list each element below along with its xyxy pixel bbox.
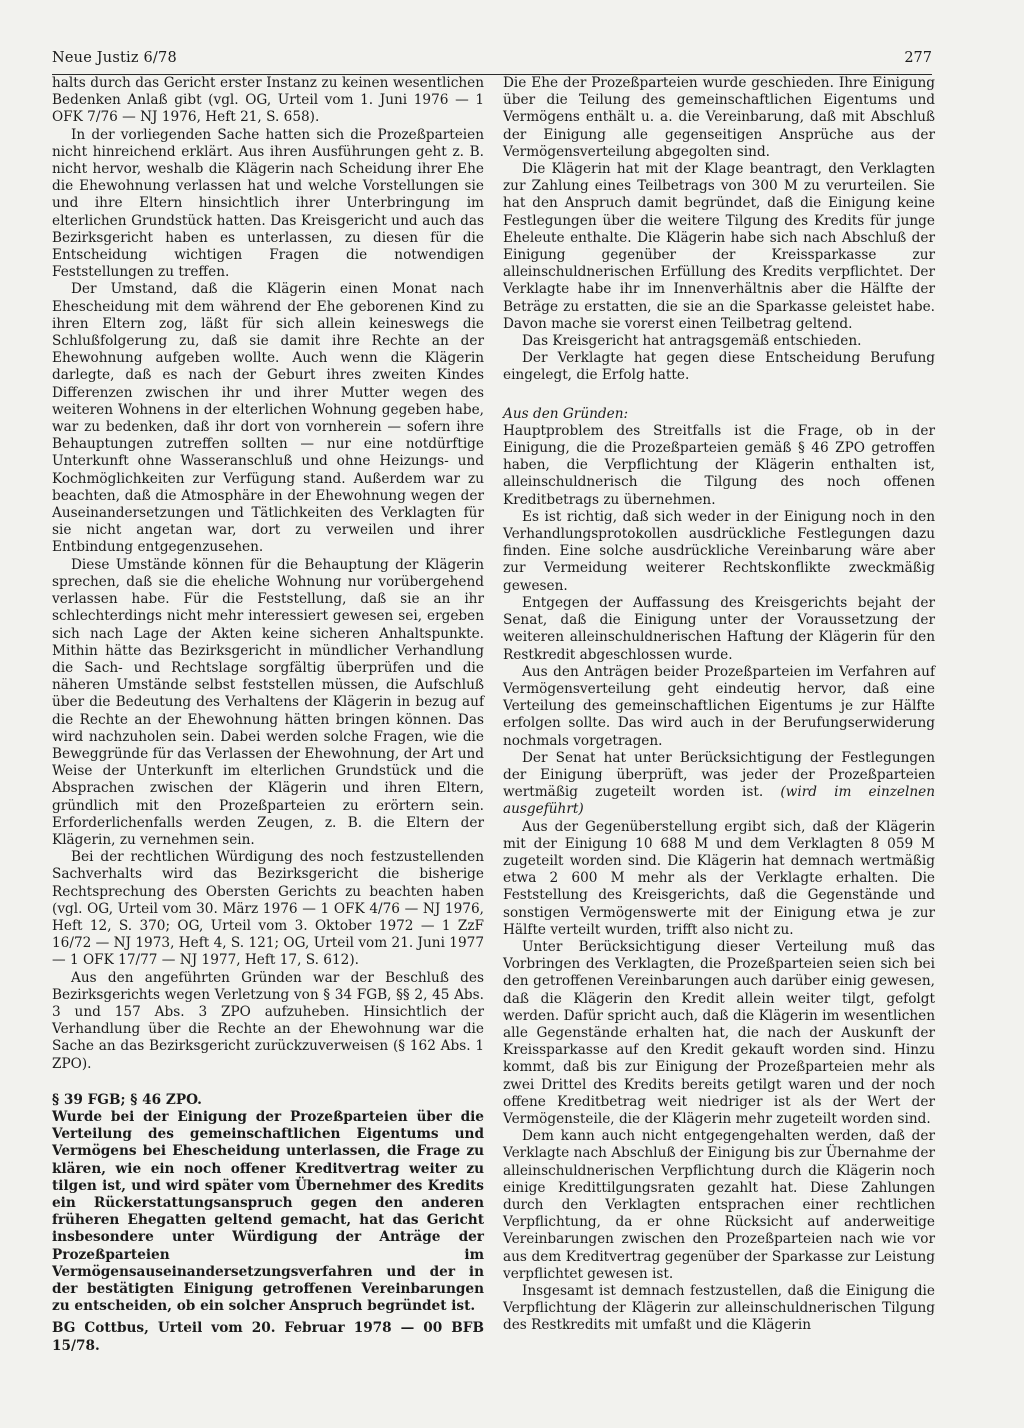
editorial-note: (wird im einzelnen ausgeführt) [503,784,936,818]
paragraph: Der Umstand, daß die Klägerin einen Monat nach Ehescheidung mit dem während der Ehe geborenen Kind zu ihren Eltern zog, läßt für sich allein keineswegs die Schlußfolgerung zu, daß sie damit ihre Rechte an der Ehewohnung aufgeben wollte. Auch wenn die Klägerin darlegte, daß es nach der Geburt ihres zweiten Kindes Differenzen zwischen ihr und ihrer Mutter wegen des weiteren Wohnens in der elterlichen Wohnung gegeben habe, war zu bedenken, daß ihr dort von vornherein — sofern ihre Behauptungen zutreffen sollten — nur eine notdürftige Unterkunft ohne Wasseranschluß und ohne Heizungs- und Kochmöglichkeiten zur Verfügung stand. Außerdem war zu beachten, daß die Atmosphäre in der Ehewohnung wegen der Auseinandersetzungen und Tätlichkeiten des Verklagten für sie nicht angetan war, dort zu verweilen und ihrer Entbindung entgegenzusehen. [52,281,484,556]
paragraph: Der Verklagte hat gegen diese Entscheidung Berufung eingelegt, die Erfolg hatte. [503,350,935,384]
headnote-references: § 39 FGB; § 46 ZPO. [52,1091,202,1108]
paragraph: Dem kann auch nicht entgegengehalten werden, daß der Verklagte nach Abschluß der Einigung bis zur Übernahme der alleinschuldnerischen Verpflichtung durch die Klägerin noch einige Kredittilgungsraten gezahlt hat. Diese Zahlungen durch den Verklagten entsprachen einer rechtlichen Verpflichtung, da er ohne Rücksicht auf anderweitige Vereinbarungen zwischen den Prozeßparteien nach wie vor aus dem Kreditvertrag gegenüber der Sparkasse zur Leistung verpflichtet gewesen ist. [503,1128,935,1282]
paragraph: Die Klägerin hat mit der Klage beantragt, den Verklagten zur Zahlung eines Teilbetrags von 300 M zu verurteilen. Sie hat den Anspruch damit begründet, daß die Einigung keine Festlegungen über die weitere Tilgung des Kredits für junge Eheleute enthalte. Die Klägerin habe sich nach Abschluß der Einigung gegenüber der Kreissparkasse zur alleinschuldnerischen Erfüllung des Kredits verpflichtet. Der Verklagte habe ihr im Innenverhältnis aber die Hälfte der Beträge zu erstatten, die sie an die Sparkasse geleistet habe. Davon mache sie vorerst einen Teilbetrag geltend. [503,161,935,332]
paragraph: Aus den angeführten Gründen war der Beschluß des Bezirksgerichts wegen Verletzung von § 34 FGB, §§ 2, 45 Abs. 3 und 157 Abs. 3 ZPO aufzuheben. Hinsichtlich der Verhandlung über die Rechte an der Ehewohnung war die Sache an das Bezirksgericht zurückzuverweisen (§ 162 Abs. 1 ZPO). [52,969,484,1072]
paragraph: In der vorliegenden Sache hatten sich die Prozeßparteien nicht hinreichend erklärt. Aus ihren Ausführungen geht z. B. nicht hervor, weshalb die Klägerin nach Scheidung ihrer Ehe die Ehewohnung verlassen hat und welche Vorstellungen sie und ihre Eltern hinsichtlich ihrer Unterbringung im elterlichen Grundstück hatten. Das Kreisgericht und auch das Bezirksgericht haben es unterlassen, zu diesen für die Entscheidung wichtigen Fragen die notwendigen Feststellungen zu treffen. [52,126,484,281]
paragraph-text: Der Senat hat unter Berücksichtigung der Festlegungen der Einigung überprüft, was jeder der Prozeßparteien wertmäßig zugeteilt worden ist. [503,749,935,801]
paragraph: Aus den Anträgen beider Prozeßparteien im Verfahren auf Vermögensverteilung geht eindeutig hervor, daß eine Verteilung des gemeinschaftlichen Eigentums je zur Hälfte erfolgen sollte. Das wird auch in der Berufungserwiderung nochmals vorgetragen. [503,663,935,749]
paragraph: Bei der rechtlichen Würdigung des noch festzustellenden Sachverhalts wird das Bezirksgericht die bisherige Rechtsprechung des Obersten Gerichts zu beachten haben (vgl. OG, Urteil vom 30. März 1976 — 1 OFK 4/76 — NJ 1976, Heft 12, S. 370; OG, Urteil vom 3. Oktober 1972 — 1 ZzF 16/72 — NJ 1973, Heft 4, S. 121; OG, Urteil vom 21. Juni 1977 — 1 OFK 17/77 — NJ 1977, Heft 17, S. 612). [52,849,484,969]
paragraph [503,750,935,819]
paragraph: Die Ehe der Prozeßparteien wurde geschieden. Ihre Einigung über die Teilung des gemeinschaftlichen Eigentums und Vermögens enthält u. a. die Vereinbarung, daß mit Abschluß der Einigung alle gegenseitigen Ansprüche aus der Vermögensverteilung abgegolten sind. [503,75,935,160]
paragraph: Insgesamt ist demnach festzustellen, daß die Einigung die Verpflichtung der Klägerin zur alleinschuldnerischen Tilgung des Restkredits mit umfaßt und die Klägerin [503,1283,935,1334]
paragraph: Diese Umstände können für die Behauptung der Klägerin sprechen, daß sie die eheliche Wohnung nur vorübergehend verlassen habe. Für die Feststellung, daß sie an ihr schlechterdings nicht mehr interessiert gewesen sei, ergeben sich nach Lage der Akten keine sicheren Anhaltspunkte. Mithin hätte das Bezirksgericht in mündlicher Verhandlung die Sach- und Rechtslage sorgfältig überprüfen und die näheren Umstände selbst feststellen müssen, die Aufschluß über die Bedeutung des Verhaltens der Klägerin in bezug auf die Rechte an der Ehewohnung hätten bringen können. Das wird nachzuholen sein. Dabei werden solche Fragen, wie die Beweggründe für das Verlassen der Ehewohnung, der Art und Weise der Unterkunft im elterlichen Grundstück und die Absprachen zwischen der Klägerin und ihren Eltern, gründlich mit den Prozeßparteien zu erörtern sein. Erforderlichenfalls werden Zeugen, z. B. die Eltern der Klägerin, zu vernehmen sein. [52,556,484,848]
paragraph: Das Kreisgericht hat antragsgemäß entschieden. [522,333,862,350]
left-column [52,75,484,1355]
paragraph: Unter Berücksichtigung dieser Verteilung muß das Vorbringen des Verklagten, die Prozeßparteien seien sich bei den getroffenen Vereinbarungen auch darüber einig gewesen, daß die Klägerin den Kredit allein weiter tilgt, gefolgt werden. Dafür spricht auch, daß die Klägerin im wesentlichen alle Gegenstände erhalten hat, die nach der Auskunft der Kreissparkasse auf den Kredit gekauft worden sind. Hinzu kommt, daß bis zur Einigung der Prozeßparteien mehr als zwei Drittel des Kredits bereits getilgt waren und der noch offene Kreditbetrag weit niedriger ist als der Wert der Vermögensteile, die der Klägerin mehr zugeteilt worden sind. [503,938,935,1127]
right-column [503,75,935,1335]
page-number: 277 [904,50,932,66]
decision-citation: BG Cottbus, Urteil vom 20. Februar 1978 — 00 BFB 15/78. [52,1320,484,1354]
headnote: Wurde bei der Einigung der Prozeßparteien über die Verteilung des gemeinschaftlichen Eigentums und Vermögens bei Ehescheidung unterlassen, die Frage zu klären, wie ein noch offener Kreditvertrag weiter zu tilgen ist, und wird später vom Übernehmer des Kredits ein Rückerstattungsanspruch gegen den anderen früheren Ehegatten geltend gemacht, hat das Gericht insbesondere unter Würdigung der Anträge der Prozeßparteien im Vermögensauseinandersetzungsverfahren und der in der bestätigten Einigung getroffenen Vereinbarungen zu entscheiden, ob ein solcher Anspruch begründet ist. [52,1108,484,1315]
paragraph: Aus der Gegenüberstellung ergibt sich, daß der Klägerin mit der Einigung 10 688 M und dem Verklagten 8 059 M zugeteilt worden sind. Die Klägerin hat demnach wertmäßig etwa 2 600 M mehr als der Verklagte erhalten. Die Feststellung des Kreisgerichts, daß die Gegenstände und sonstigen Vermögenswerte mit der Einigung etwa je zur Hälfte verteilt wurden, trifft also nicht zu. [503,818,935,938]
paragraph: Entgegen der Auffassung des Kreisgerichts bejaht der Senat, daß die Einigung unter der Voraussetzung der weiteren alleinschuldnerischen Haftung der Klägerin für den Restkredit abgeschlossen wurde. [503,594,935,663]
page-header [52,50,932,75]
running-head: Neue Justiz 6/78 [52,50,177,66]
paragraph: halts durch das Gericht erster Instanz zu keinen wesentlichen Bedenken Anlaß gibt (vgl. OG, Urteil vom 1. Juni 1976 — 1 OFK 7/76 — NJ 1976, Heft 21, S. 658). [52,75,484,126]
paragraph: Es ist richtig, daß sich weder in der Einigung noch in den Verhandlungsprotokollen ausdrückliche Festlegungen dazu finden. Eine solche ausdrückliche Vereinbarung wäre aber zur Vermeidung weiterer Rechtskonflikte zweckmäßig gewesen. [503,508,935,594]
section-heading: Aus den Gründen: [503,405,629,422]
paragraph: Hauptproblem des Streitfalls ist die Frage, ob in der Einigung, die die Prozeßparteien gemäß § 46 ZPO getroffen haben, die Verpflichtung der Klägerin enthalten ist, alleinschuldnerisch die Tilgung des noch offenen Kreditbetrags zu übernehmen. [503,422,935,508]
